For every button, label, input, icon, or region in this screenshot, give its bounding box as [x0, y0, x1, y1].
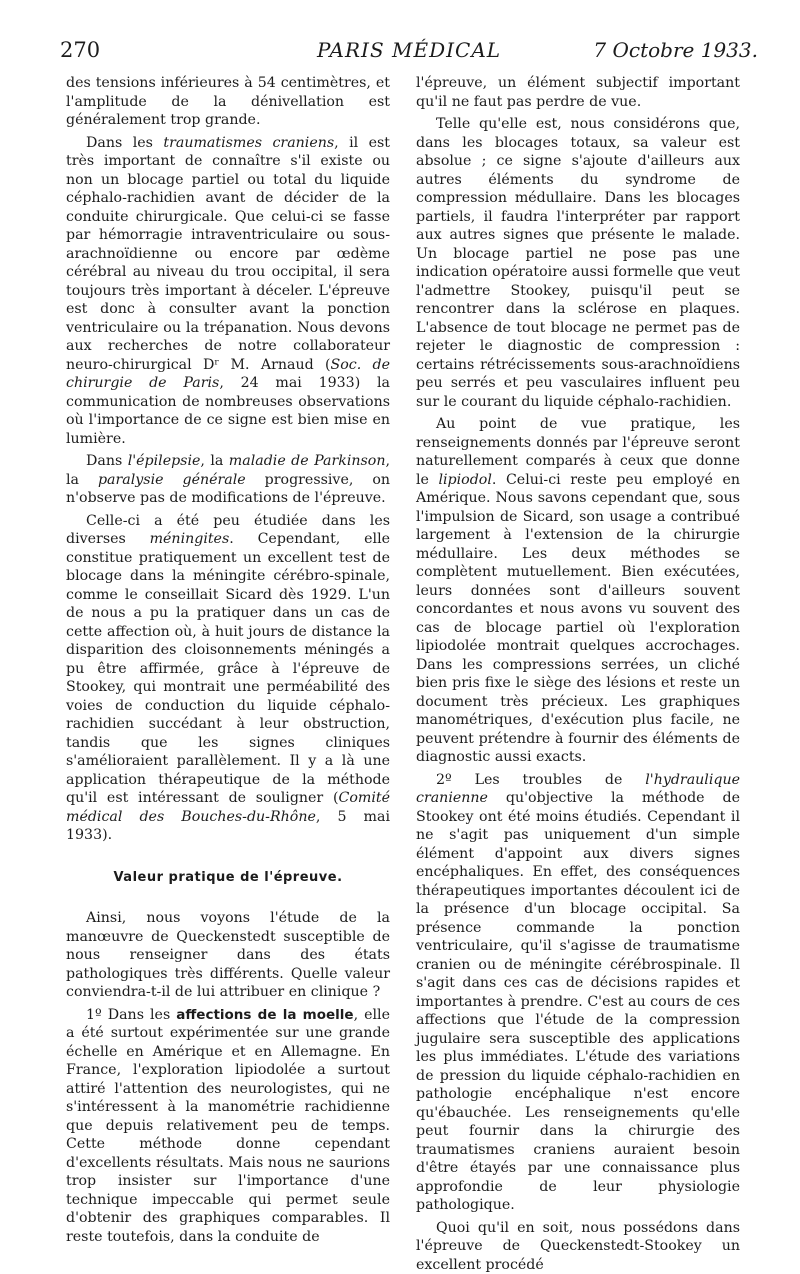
italic-term: méningites [150, 531, 230, 547]
text-run: , elle a été surtout expérimentée sur une grande échelle en Amérique et en Allemagne. En France, l'exploration lipiodolée a surtout attiré l'attention des neurologistes, qui ne s'intéressent à la manométrie rachidienne que depuis relativement peu de temps. Cette méthode donne cependant d'excellents résultats. Mais nous ne saurions trop insister sur l'importance d'une technique impeccable qui permet seule d'obtenir des graphiques comparables. Il reste toutefois, dans la conduite de [66, 1007, 390, 1245]
italic-term: l'épilepsie [128, 453, 201, 469]
italic-term: traumatismes craniens [163, 135, 334, 151]
text-run: . Cependant, elle constitue pratiquement un excellent test de blocage dans la méningite cérébro-spinale, comme le conseillait Sicard dès 1929. L'un de nous a pu la pratiquer dans un cas de cette affection où, à huit jours de distance la disparition des cloisonnements méningés a pu être affirmée, grâce à l'épreuve de Stookey, qui montrait une perméabilité des voies de conduction du liquide céphalo-rachidien succédant à leur obstruction, tandis que les signes cliniques s'amélioraient parallèlement. Il y a là une application thérapeutique de la méthode qu'il est intéressant de souligner ( [66, 531, 390, 806]
text-run: progressive, on n'observe pas de modifications de l'épreuve. [66, 472, 390, 507]
issue-date: 7 Octobre 1933. [593, 38, 758, 62]
italic-term: maladie de Parkinson [229, 453, 386, 469]
text-run: , la [200, 453, 228, 469]
right-column [416, 74, 740, 1274]
paragraph: Quoi qu'il en soit, nous possédons dans l'épreuve de Queckenstedt-Stookey un excellent procédé [416, 1219, 740, 1274]
bold-term: affections de la moelle [176, 1007, 353, 1023]
page-number: 270 [60, 38, 100, 62]
paragraph [66, 1006, 390, 1247]
text-run: Dans [86, 453, 128, 469]
left-column [66, 74, 390, 1246]
paragraph [66, 512, 390, 845]
text-run: . Celui-ci reste peu employé en Amérique. Nous savons cependant que, sous l'impulsion de Sicard, son usage a contribué largement à l'extension de la chirurgie médullaire. Les deux méthodes se complètent mutuellement. Bien exécutées, leurs données sont d'ailleurs souvent concordantes et nous avons vu souvent des cas de blocage partiel où l'exploration lipiodolée montrait quelques accrochages. Dans les compressions serrées, un cliché bien pris fixe le siège des lésions et reste un document très précieux. Les graphiques manométriques, d'exécution plus facile, ne peuvent prétendre à fournir des éléments de diagnostic aussi exacts. [416, 472, 740, 766]
text-run: Dans les [86, 135, 163, 151]
paragraph [416, 771, 740, 1215]
italic-term: paralysie générale [98, 472, 246, 488]
text-run: Celle-ci a été peu étudiée dans les diverses [66, 513, 390, 548]
paragraph: des tensions inférieures à 54 centimètres, et l'amplitude de la dénivellation est généralement trop grande. [66, 74, 390, 130]
italic-term: lipiodol [438, 472, 491, 488]
paragraph [66, 452, 390, 508]
paragraph: Ainsi, nous voyons l'étude de la manœuvre de Queckenstedt susceptible de nous renseigner dans des états pathologiques très différents. Quelle valeur conviendra-t-il de lui attribuer en clinique ? [66, 909, 390, 1002]
text-run: qu'objective la méthode de Stookey ont été moins étudiés. Cependant il ne s'agit pas uniquement d'un simple élément d'appoint aux divers signes encéphaliques. En effet, des conséquences thérapeutiques importantes découlent ici de la présence d'un blocage occipital. Sa présence commande la ponction ventriculaire, qu'il s'agisse de traumatisme cranien ou de méningite cérébrospinale. Il s'agit dans ces cas de décisions rapides et importantes à prendre. C'est au cours de ces affections que l'étude de la compression jugulaire sera susceptible des applications les plus immédiates. L'étude des variations de pression du liquide céphalo-rachidien en pathologie encéphalique n'est encore qu'ébauchée. Les renseignements qu'elle peut fournir dans la chirurgie des traumatismes craniens auraient besoin d'être étayés par une connaissance plus approfondie de leur physiologie pathologique. [416, 790, 740, 1213]
paragraph [416, 415, 740, 767]
text-run: 2º Les troubles de [436, 772, 645, 788]
citation: Comité médical des Bouches-du-Rhône [66, 790, 390, 825]
paragraph [66, 134, 390, 449]
italic-term: l'hydraulique cranienne [416, 772, 740, 807]
paragraph: l'épreuve, un élément subjectif important qu'il ne faut pas perdre de vue. [416, 74, 740, 111]
page-header [60, 38, 758, 68]
text-run: , il est très important de connaître s'il existe ou non un blocage partiel ou total du liquide céphalo-rachidien avant de décider de la conduite chirurgicale. Que celui-ci se fasse par hémorragie intraventriculaire ou sous-arachnoïdienne ou encore par œdème cérébral au niveau du trou occipital, il sera toujours très important à déceler. L'épreuve est donc à consulter avant la ponction ventriculaire ou la trépanation. Nous devons aux recherches de notre collaborateur neuro-chirurgical Dʳ M. Arnaud ( [66, 135, 390, 373]
paragraph: Telle qu'elle est, nous considérons que, dans les blocages totaux, sa valeur est absolue ; ce signe s'ajoute d'ailleurs aux autres éléments du syndrome de compression médullaire. Dans les blocages partiels, il faudra l'interpréter par rapport aux autres signes que présente le malade. Un blocage partiel ne pose pas une indication opératoire aussi formelle que veut l'admettre Stookey, puisqu'il peut se rencontrer dans la sclérose en plaques. L'absence de tout blocage ne permet pas de rejeter le diagnostic de compression : certains rétrécissements sous-arachnoïdiens peu serrés et peu vasculaires influent peu sur le courant du liquide céphalo-rachidien. [416, 115, 740, 411]
text-run: 1º Dans les [86, 1007, 176, 1023]
journal-title: PARIS MÉDICAL [60, 38, 758, 62]
text-run: , 5 mai 1933). [66, 809, 390, 844]
text-run: , 24 mai 1933) la communication de nombreuses observations où l'importance de ce signe est bien mise en lumière. [66, 375, 390, 447]
text-run: Au point de vue pratique, les renseignements donnés par l'épreuve seront naturellement comparés à ceux que donne le [416, 416, 740, 488]
text-run: , la [66, 453, 390, 488]
citation: Soc. de chirurgie de Paris [66, 357, 390, 392]
section-heading: Valeur pratique de l'épreuve. [66, 869, 390, 888]
